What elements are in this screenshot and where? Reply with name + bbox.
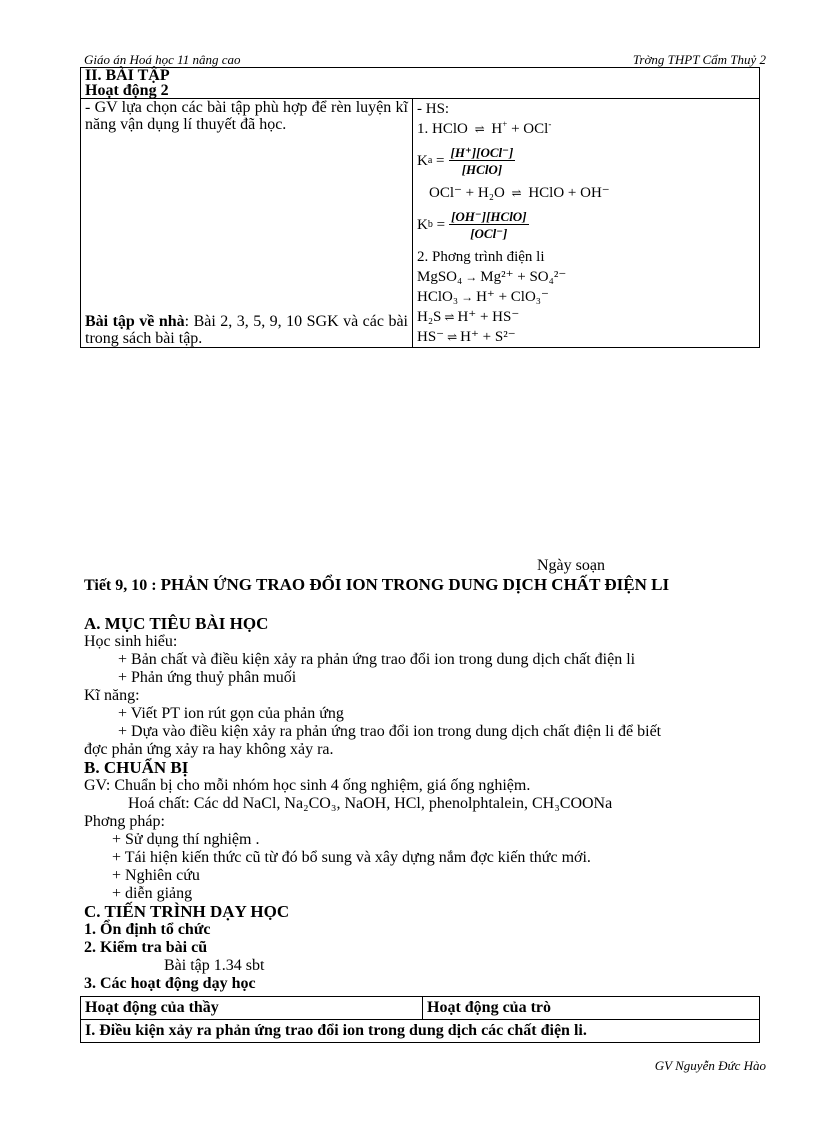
phuong-phap: Phơng pháp: xyxy=(84,813,165,830)
ka-label: K xyxy=(417,153,428,169)
ka-numerator: [H⁺][OCl⁻] xyxy=(450,144,514,160)
eq1-lhs: 1. HClO xyxy=(417,121,468,137)
section-b-heading: B. CHUẨN BỊ xyxy=(84,758,189,777)
skill-item-2-cont: đợc phản ứng xảy ra hay không xảy ra. xyxy=(84,741,334,758)
homework-detail: : Bài 2, 3, 5, 9, 10 SGK và các bài trong sách bài tập. xyxy=(85,313,408,347)
hs-label: - HS: xyxy=(417,101,450,117)
skill-item-2: + Dựa vào điều kiện xảy ra phản ứng trao đổi ion trong dung dịch chất điện li để biết xyxy=(118,723,662,740)
ion3-rhs: H⁺ + HS⁻ xyxy=(457,309,520,325)
kb-label: K xyxy=(417,217,428,233)
lesson-title xyxy=(84,575,669,595)
equation-2 xyxy=(417,183,755,203)
ion4-rhs: H⁺ + S²⁻ xyxy=(460,329,516,345)
equilibrium-arrow-icon: ⇌ xyxy=(474,122,485,136)
teacher-text: - GV lựa chọn các bài tập phù hợp để rèn luyện kĩ năng vận dụng lí thuyết đã học. xyxy=(85,99,408,133)
step-3: 3. Các hoạt động dạy học xyxy=(84,975,256,992)
col-teacher-header: Hoạt động của thầy xyxy=(81,997,423,1020)
section-a-heading: A. MỤC TIÊU BÀI HỌC xyxy=(84,614,269,633)
ion3-lhs: H₂S xyxy=(417,309,442,325)
ion2-lhs: HClO₃ xyxy=(417,289,459,305)
equilibrium-arrow-icon: ⇌ xyxy=(447,330,458,344)
section-a xyxy=(84,615,661,759)
ionization-4 xyxy=(417,327,755,347)
activity-2-heading: Hoạt động 2 xyxy=(85,82,169,99)
ion4-lhs: HS⁻ xyxy=(417,329,445,345)
ionization-3 xyxy=(417,307,755,327)
activity-table xyxy=(80,996,760,1043)
eq2-rhs: HClO + OH⁻ xyxy=(528,185,610,201)
section-c-heading: C. TIẾN TRÌNH DẠY HỌC xyxy=(84,902,290,921)
equilibrium-arrow-icon: ⇌ xyxy=(511,186,522,200)
method-3: + Nghiên cứu xyxy=(112,867,200,884)
exercise-table xyxy=(80,67,760,348)
kb-fraction xyxy=(449,209,528,242)
method-4: + diễn giảng xyxy=(112,885,193,902)
activity-row-1: I. Điều kiện xảy ra phản ứng trao đổi ion trong dung dịch các chất điện li. xyxy=(81,1020,760,1043)
kb-expression: K b = $\frac{\text{[OH⁻][HClO]}}{\text{[OCl⁻]}}$ xyxy=(417,208,527,241)
step-2: 2. Kiểm tra bài cũ xyxy=(84,939,208,956)
col-student-header: Hoạt động của trò xyxy=(423,997,760,1020)
ionization-2 xyxy=(417,287,755,307)
homework-label: Bài tập về nhà xyxy=(85,313,185,330)
step-1: 1. Ổn định tổ chức xyxy=(84,921,211,938)
lesson-period: Tiết 9, 10 : xyxy=(84,577,161,594)
homework-text xyxy=(85,313,408,347)
ionization-1 xyxy=(417,267,755,287)
chemicals: Hoá chất: Các dd NaCl, Na₂CO₃, NaOH, HCl, phenolphtalein, CH₃COONa xyxy=(128,795,613,812)
objective-item-2: + Phản ứng thuỷ phân muối xyxy=(118,669,297,686)
ka-fraction xyxy=(449,145,516,178)
student-cell xyxy=(413,99,760,348)
equation-1: 1. HClO ⇌ H+ + OCl- xyxy=(417,119,552,137)
step-2-item: Bài tập 1.34 sbt xyxy=(164,957,265,974)
footer-author: GV Nguyễn Đức Hào xyxy=(654,1058,766,1073)
forward-arrow-icon: → xyxy=(461,290,474,304)
ion1-lhs: MgSO₄ xyxy=(417,269,463,285)
section-ii-heading: II. BÀI TẬP xyxy=(85,67,170,84)
eq1-rhs1: H xyxy=(491,121,503,137)
kb-numerator: [OH⁻][HClO] xyxy=(451,208,527,224)
objective-item-1: + Bản chất và điều kiện xảy ra phản ứng trao đổi ion trong dung dịch chất điện li xyxy=(118,651,636,668)
header-right: Trờng THPT Cẩm Thuỷ 2 xyxy=(632,52,766,67)
lesson-title-main: PHẢN ỨNG TRAO ĐỔI ION TRONG DUNG DỊCH CHẤT ĐIỆN LI xyxy=(160,575,670,594)
section-b xyxy=(84,759,612,903)
kb-denominator: [OCl⁻] xyxy=(470,225,508,241)
ion2-rhs: H⁺ + ClO₃⁻ xyxy=(476,289,549,305)
ka-denominator: [HClO] xyxy=(461,161,503,177)
teacher-cell xyxy=(81,99,413,348)
ngay-soan: Ngày soạn xyxy=(537,557,605,574)
gv-preparation: GV: Chuẩn bị cho mỗi nhóm học sinh 4 ống nghiệm, giá ống nghiệm. xyxy=(84,777,531,794)
forward-arrow-icon: → xyxy=(465,270,478,284)
skill-item-1: + Viết PT ion rút gọn của phản ứng xyxy=(118,705,344,722)
section-c xyxy=(84,903,289,993)
method-1: + Sử dụng thí nghiệm . xyxy=(112,831,260,848)
exercise-heading-cell xyxy=(81,68,760,99)
ki-nang: Kĩ năng: xyxy=(84,687,140,704)
method-2: + Tái hiện kiến thức cũ từ đó bổ sung và xây dựng nắm đợc kiến thức mới. xyxy=(112,849,591,866)
eq1-rhs2: OCl xyxy=(523,121,549,137)
ion1-rhs: Mg²⁺ + SO₄²⁻ xyxy=(480,269,567,285)
equilibrium-arrow-icon: ⇌ xyxy=(444,310,455,324)
phuong-trinh-label: 2. Phơng trình điện li xyxy=(417,249,545,265)
eq2-lhs: OCl⁻ + H₂O xyxy=(429,185,505,201)
hoc-sinh-hieu: Học sinh hiểu: xyxy=(84,633,178,650)
ka-expression: K a = $\frac{\text{[H⁺][OCl⁻]}}{\text{[HClO]}}$ xyxy=(417,144,514,177)
header-left: Giáo án Hoá học 11 nâng cao xyxy=(84,52,241,67)
